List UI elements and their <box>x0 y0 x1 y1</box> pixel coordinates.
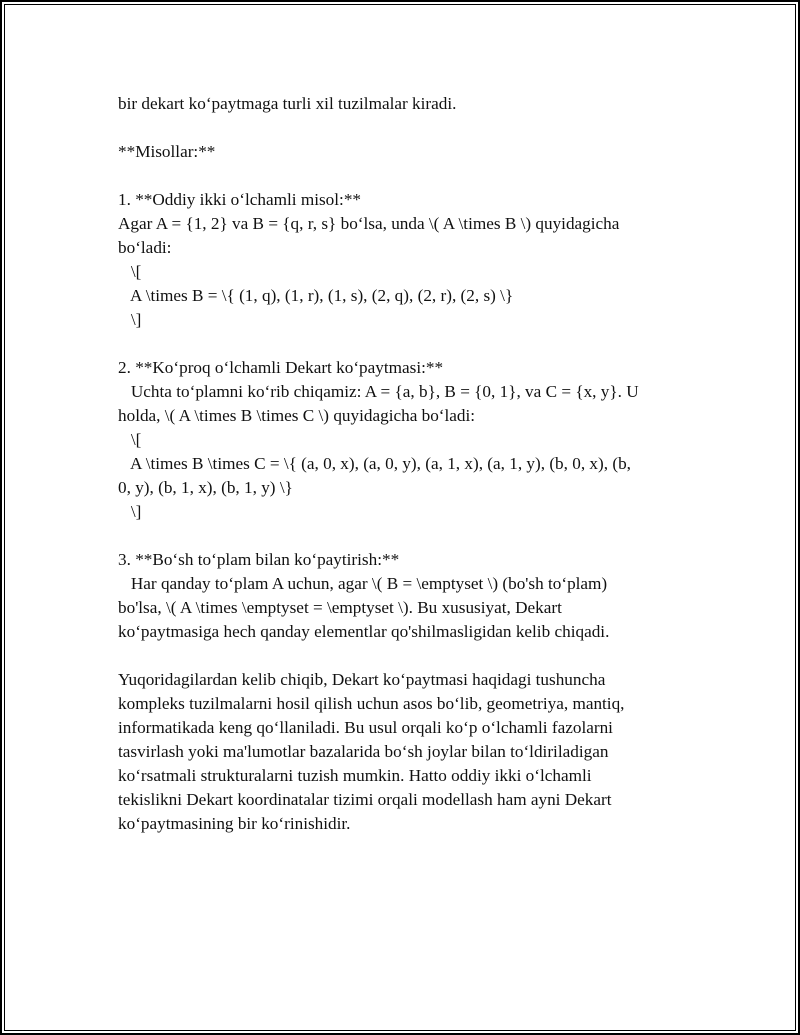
example-1-formula-open: \[ <box>118 262 142 281</box>
example-3-line: bo'lsa, \( A \times \emptyset = \emptyset \). Bu xususiyat, Dekart <box>118 598 562 617</box>
conclusion-line: ko‘rsatmali strukturalarni tuzish mumkin. Hatto oddiy ikki o‘lchamli <box>118 766 592 785</box>
examples-heading: **Misollar:** <box>118 142 216 161</box>
example-2-line: Uchta to‘plamni ko‘rib chiqamiz: A = {a, b}, B = {0, 1}, va C = {x, y}. U <box>118 382 639 401</box>
example-2-title: 2. **Ko‘proq o‘lchamli Dekart ko‘paytmasi:** <box>118 358 444 377</box>
example-1-line: Agar A = {1, 2} va B = {q, r, s} bo‘lsa, unda \( A \times B \) quyidagicha <box>118 214 620 233</box>
example-2-formula: 0, y), (b, 1, x), (b, 1, y) \} <box>118 478 293 497</box>
paragraph-gap <box>118 332 693 356</box>
example-3-title: 3. **Bo‘sh to‘plam bilan ko‘paytirish:** <box>118 550 400 569</box>
paragraph-gap <box>118 164 693 188</box>
paragraph-gap <box>118 116 693 140</box>
example-1-title: 1. **Oddiy ikki o‘lchamli misol:** <box>118 190 362 209</box>
conclusion-line: kompleks tuzilmalarni hosil qilish uchun asos bo‘lib, geometriya, mantiq, <box>118 694 625 713</box>
example-3-line: Har qanday to‘plam A uchun, agar \( B = \emptyset \) (bo'sh to‘plam) <box>118 574 608 593</box>
conclusion-line: ko‘paytmasining bir ko‘rinishidir. <box>118 814 351 833</box>
example-2-line: holda, \( A \times B \times C \) quyidagicha bo‘ladi: <box>118 406 476 425</box>
example-1-formula: A \times B = \{ (1, q), (1, r), (1, s), (2, q), (2, r), (2, s) \} <box>118 286 514 305</box>
document-body <box>118 92 693 836</box>
example-3-line: ko‘paytmasiga hech qanday elementlar qo'shilmasligidan kelib chiqadi. <box>118 622 610 641</box>
conclusion-line: Yuqoridagilardan kelib chiqib, Dekart ko‘paytmasi haqidagi tushuncha <box>118 670 606 689</box>
conclusion-line: tekislikni Dekart koordinatalar tizimi orqali modellash ham ayni Dekart <box>118 790 612 809</box>
example-2-formula-close: \] <box>118 502 142 521</box>
example-1-formula-close: \] <box>118 310 142 329</box>
example-2-formula-open: \[ <box>118 430 142 449</box>
example-1-line: bo‘ladi: <box>118 238 172 257</box>
paragraph-gap <box>118 524 693 548</box>
paragraph-gap <box>118 644 693 668</box>
conclusion-line: tasvirlash yoki ma'lumotlar bazalarida bo‘sh joylar bilan to‘ldiriladigan <box>118 742 609 761</box>
conclusion-line: informatikada keng qo‘llaniladi. Bu usul orqali ko‘p o‘lchamli fazolarni <box>118 718 613 737</box>
intro-line: bir dekart ko‘paytmaga turli xil tuzilmalar kiradi. <box>118 94 457 113</box>
example-2-formula: A \times B \times C = \{ (a, 0, x), (a, 0, y), (a, 1, x), (a, 1, y), (b, 0, x), (b, <box>118 454 631 473</box>
